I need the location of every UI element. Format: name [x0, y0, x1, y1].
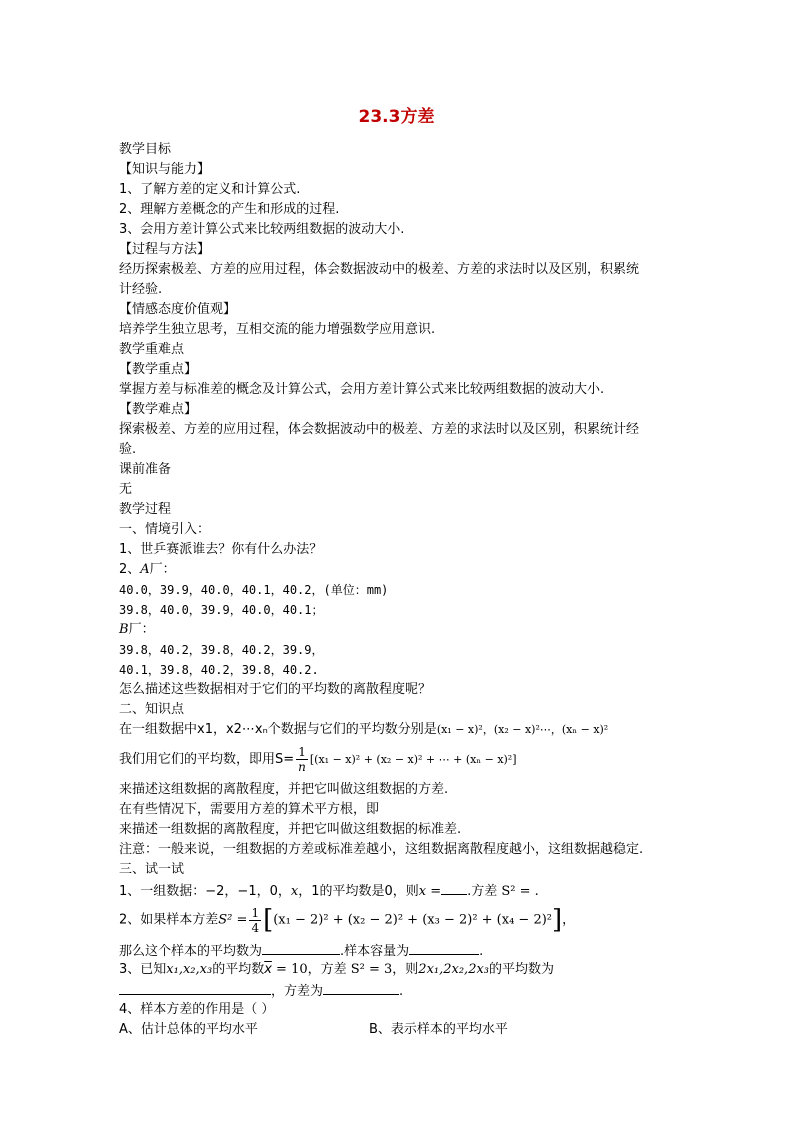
- factory-b-var: B: [119, 622, 129, 637]
- try-1-suffix: .方差 S² = .: [467, 884, 539, 899]
- try-3-suffix: 的平均数为: [489, 962, 555, 977]
- knowledge-item-3: 3、会用方差计算公式来比较两组数据的波动大小.: [119, 222, 405, 237]
- try-item-2: [119, 900, 679, 940]
- try-1-eq: x =: [418, 884, 442, 899]
- try-3-xbar: $\overline{x}$: [264, 962, 272, 977]
- emotion-heading: 【情感态度价值观】: [119, 302, 237, 317]
- prep-heading: 课前准备: [119, 462, 172, 477]
- teach-process-heading: 教学过程: [119, 502, 172, 517]
- try-item-2-question: [119, 940, 679, 960]
- variance-fraction-numerator: 1: [296, 745, 308, 760]
- knowledge-point-heading: 二、知识点: [119, 702, 185, 717]
- factory-b-data-1: 39.8，40.2，39.8，40.2，39.9，: [119, 643, 324, 657]
- factory-a-data-1: 40.0，39.9，40.0，40.1，40.2，(单位：mm): [119, 583, 389, 597]
- sample-size-blank[interactable]: [409, 940, 479, 955]
- try-2-q-c: .: [479, 944, 484, 959]
- try-2-fraction: [249, 906, 261, 935]
- factory-a-data-2: 39.8，40.0，39.9，40.0，40.1；: [119, 603, 324, 617]
- difficult-text-2: 验.: [119, 442, 137, 457]
- try-3-mid: 的平均数: [212, 962, 265, 977]
- try-3-vars2: 2x₁,2x₂,2x₃: [418, 962, 490, 977]
- option-a[interactable]: A、估计总体的平均水平: [119, 1022, 258, 1037]
- try-item-3-answers: [119, 980, 679, 1000]
- try-3-vars: x₁,x₂,x₃: [166, 962, 213, 977]
- factory-b-data-2: 40.1，39.8，40.2，39.8，40.2.: [119, 663, 319, 677]
- try-2-prefix: 2、如果样本方差: [119, 912, 219, 928]
- factory-a-var: A: [140, 562, 150, 577]
- difficult-heading: 【教学难点】: [119, 402, 198, 417]
- try-2-q-b: .样本容量为: [340, 944, 410, 959]
- variance-fraction: [296, 745, 308, 774]
- kp-line-3: 来描述这组数据的离散程度，并把它叫做这组数据的方差.: [119, 782, 449, 797]
- try-2-q-a: 那么这个样本的平均数为: [119, 944, 263, 959]
- try-2-end: ，: [562, 912, 576, 928]
- knowledge-heading: 【知识与能力】: [119, 162, 211, 177]
- try-2-terms: (x₁ − 2)² + (x₂ − 2)² + (x₃ − 2)² + (x₄ − 2)²: [273, 912, 553, 928]
- kp-line-1-terms: (x₁ − x)²，(x₂ − x)²⋯，(xₙ − x)²: [436, 723, 609, 736]
- try-3-answer-mid: ，方差为: [271, 984, 324, 999]
- intro-heading: 一、情境引入：: [119, 522, 211, 537]
- difficult-text-1: 探索极差、方差的应用过程，体会数据波动中的极差、方差的求法时以及区别，积累统计经: [119, 422, 640, 437]
- new-variance-blank[interactable]: [323, 980, 399, 995]
- try-1-mid: ，1的平均数是0，则: [298, 884, 419, 899]
- kp-line-2: [119, 740, 679, 780]
- try-item-4: 4、样本方差的作用是（ ）: [119, 1002, 275, 1017]
- try-1-prefix: 1、一组数据：−2，−1，0，: [119, 884, 291, 899]
- knowledge-item-2: 2、理解方差概念的产生和形成的过程.: [119, 202, 340, 217]
- intro-item-2: [119, 560, 679, 580]
- kp-line-4: 在有些情况下，需要用方差的算术平方根，即: [119, 802, 380, 817]
- try-3-prefix: 3、已知: [119, 962, 167, 977]
- option-b[interactable]: B、表示样本的平均水平: [369, 1022, 508, 1037]
- try-heading: 三、试一试: [119, 862, 185, 877]
- factory-b-suffix: 厂：: [128, 622, 155, 637]
- try-4-options: [119, 1020, 679, 1040]
- variance-fraction-denominator: n: [298, 760, 306, 774]
- knowledge-item-1: 1、了解方差的定义和计算公式.: [119, 182, 301, 197]
- intro-item-1: 1、世乒赛派谁去？你有什么办法？: [119, 542, 323, 557]
- kp-line-2-prefix: 我们用它们的平均数，即用S=: [119, 752, 295, 767]
- factory-b-label: [119, 620, 679, 640]
- key-difficult-heading: 教学重难点: [119, 342, 185, 357]
- left-bracket-icon: [: [263, 905, 274, 935]
- process-heading: 【过程与方法】: [119, 242, 211, 257]
- try-3-mid2: = 10，方差 S² = 3，则: [271, 962, 419, 977]
- document-title: 23.3方差: [358, 107, 435, 127]
- process-text-2: 计经验.: [119, 282, 163, 297]
- try-2-s: S² =: [218, 912, 248, 928]
- emotion-text: 培养学生独立思考，互相交流的能力增强数学应用意识.: [119, 322, 436, 337]
- kp-line-1-text: 在一组数据中x1，x2⋯xₙ个数据与它们的平均数分别是: [119, 722, 437, 737]
- kp-line-6: 注意：一般来说，一组数据的方差或标准差越小，这组数据离散程度越小，这组数据越稳定.: [119, 842, 644, 857]
- kp-line-5: 来描述一组数据的离散程度，并把它叫做这组数据的标准差.: [119, 822, 462, 837]
- key-heading: 【教学重点】: [119, 362, 198, 377]
- try-item-1: [119, 880, 679, 900]
- section-goals: 教学目标: [119, 142, 172, 157]
- process-text-1: 经历探索极差、方差的应用过程，体会数据波动中的极差、方差的求法时以及区别，积累统: [119, 262, 640, 277]
- variance-formula-terms: [(x₁ − x)² + (x₂ − x)² + ⋯ + (xₙ − x)²]: [309, 753, 517, 766]
- document-body: [119, 140, 679, 1040]
- try-1-blank[interactable]: [441, 880, 467, 895]
- try-3-answer-end: .: [399, 984, 404, 999]
- key-text: 掌握方差与标准差的概念及计算公式，会用方差计算公式来比较两组数据的波动大小.: [119, 382, 605, 397]
- dispersion-question: 怎么描述这些数据相对于它们的平均数的离散程度呢？: [119, 682, 432, 697]
- kp-line-1: [119, 720, 679, 740]
- intro-item-2-prefix: 2、: [119, 562, 141, 577]
- try-item-3: [119, 960, 679, 980]
- sample-mean-blank[interactable]: [262, 940, 340, 955]
- right-bracket-icon: ]: [552, 905, 563, 935]
- prep-text: 无: [119, 482, 133, 497]
- try-2-fraction-numerator: 1: [251, 905, 260, 920]
- try-1-x: x: [290, 884, 299, 899]
- new-mean-blank[interactable]: [119, 980, 271, 995]
- try-2-fraction-denominator: 4: [251, 920, 260, 935]
- factory-a-suffix: 厂：: [149, 562, 176, 577]
